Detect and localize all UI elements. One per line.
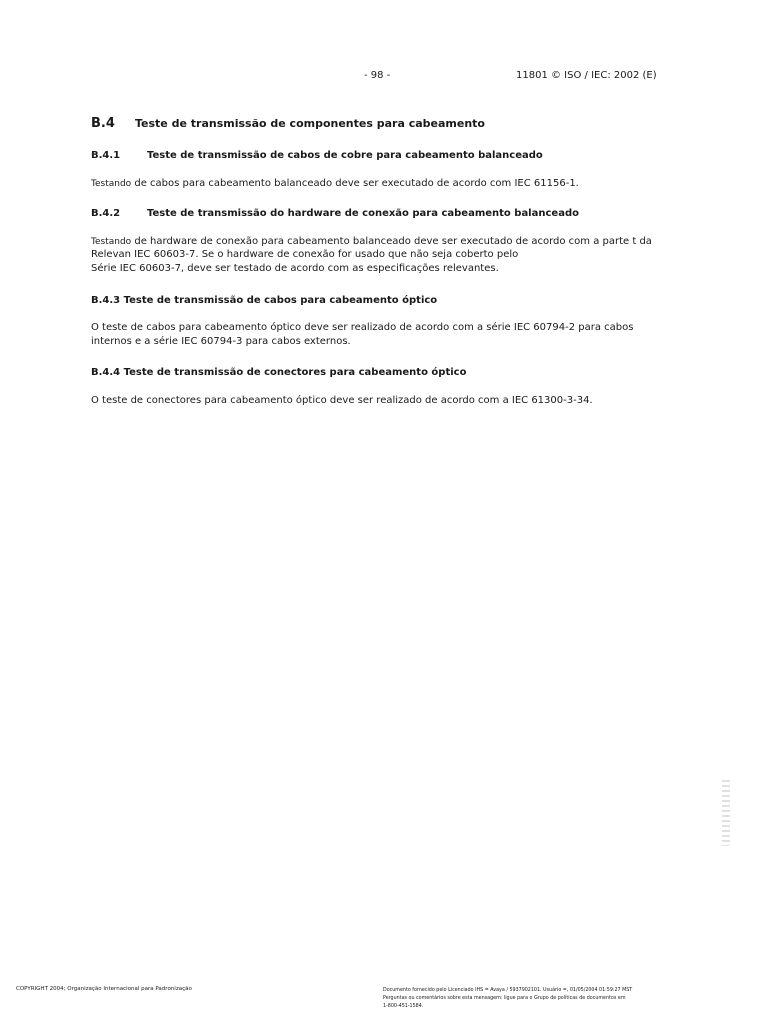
footer-license-notice	[383, 987, 643, 1011]
section-b42-number: B.4.2	[91, 208, 121, 219]
section-b43-paragraph-line2: internos e a série IEC 60794-3 para cabos externos.	[91, 336, 351, 347]
footer-copyright: COPYRIGHT 2004; Organização Internacional para Padronização	[16, 986, 192, 992]
footer-license-line3: 1-800-451-1584.	[383, 1004, 424, 1009]
footer-license-line2: Perguntas ou comentários sobre esta mensagem: ligue para o Grupo de políticas de documentos em	[383, 996, 626, 1001]
section-b42-lead: Testando	[91, 237, 132, 247]
section-b43-heading: B.4.3 Teste de transmissão de cabos para cabeamento óptico	[91, 295, 438, 306]
section-b44-heading: B.4.4 Teste de transmissão de conectores para cabeamento óptico	[91, 367, 467, 378]
section-b41-number: B.4.1	[91, 150, 121, 161]
side-watermark-mark	[722, 780, 730, 846]
section-b43-paragraph-line1: O teste de cabos para cabeamento óptico deve ser realizado de acordo com a série IEC 60794-2 para cabos	[91, 322, 634, 333]
section-b4-title: Teste de transmissão de componentes para cabeamento	[135, 117, 485, 130]
header-page-number: - 98 -	[364, 70, 391, 81]
section-b41-paragraph	[91, 177, 579, 192]
section-b42-title: Teste de transmissão do hardware de conexão para cabeamento balanceado	[147, 208, 579, 219]
footer-license-line1: Documento fornecido pelo Licenciado IHS = Avaya / 5937902101. Usuário =, 01/05/2004 01:59:27 MST	[383, 988, 633, 993]
section-b4-number: B.4	[91, 116, 115, 131]
section-b44-paragraph: O teste de conectores para cabeamento óptico deve ser realizado de acordo com a IEC 61300-3-34.	[91, 395, 593, 406]
section-b41-text: de cabos para cabeamento balanceado deve ser executado de acordo com IEC 61156-1.	[134, 178, 579, 189]
section-b42-paragraph-line2: Relevan IEC 60603-7. Se o hardware de conexão for usado que não seja coberto pelo	[91, 249, 519, 260]
section-b42-text-line1: de hardware de conexão para cabeamento balanceado deve ser executado de acordo com a parte t da	[134, 236, 652, 247]
section-b42-paragraph-line3: Série IEC 60603-7, deve ser testado de acordo com as especificações relevantes.	[91, 263, 499, 274]
header-standard-reference: 11801 © ISO / IEC: 2002 (E)	[516, 70, 657, 81]
section-b41-lead: Testando	[91, 179, 132, 189]
section-b41-title: Teste de transmissão de cabos de cobre para cabeamento balanceado	[147, 150, 543, 161]
